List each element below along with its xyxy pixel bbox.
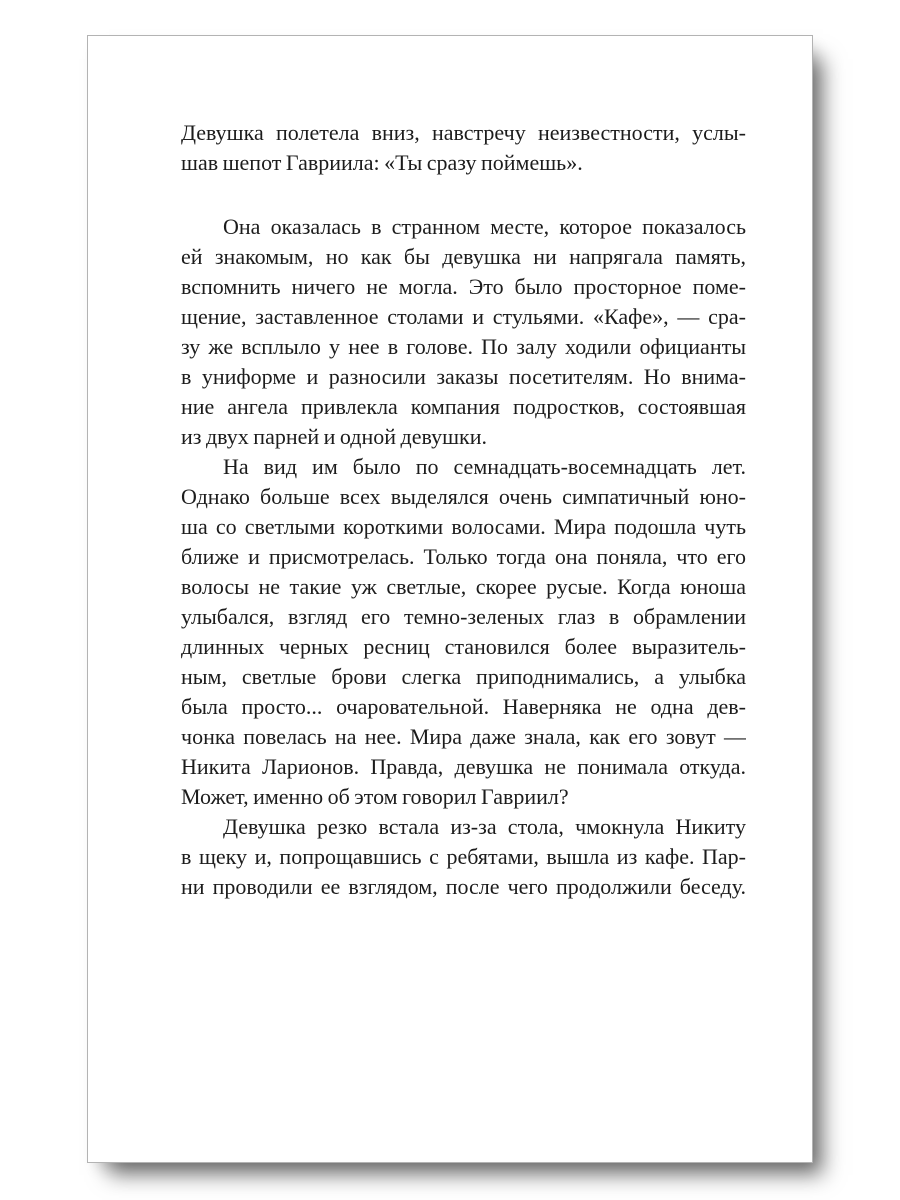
- text-line: ни проводили ее взглядом, после чего продолжили беседу.: [181, 874, 746, 899]
- text-line: шав шепот Гавриила: «Ты сразу поймешь».: [181, 150, 583, 175]
- book-page: [87, 35, 813, 1163]
- text-line: Она оказалась в странном месте, которое показалось: [223, 214, 746, 239]
- text-line: Однако больше всех выделялся очень симпатичный юно-: [181, 484, 746, 509]
- text-line: вспомнить ничего не могла. Это было просторное поме-: [181, 274, 746, 299]
- text-line: волосы не такие уж светлые, скорее русые. Когда юноша: [181, 574, 746, 599]
- text-line: улыбался, взгляд его темно-зеленых глаз в обрамлении: [181, 604, 746, 629]
- text-line: была просто... очаровательной. Наверняка не одна дев-: [181, 694, 746, 719]
- text-line: ние ангела привлекла компания подростков, состоявшая: [181, 394, 746, 419]
- text-line: в униформе и разносили заказы посетителям. Но внима-: [181, 364, 746, 389]
- paragraph: [181, 212, 746, 452]
- text-line: Никита Ларионов. Правда, девушка не понимала откуда.: [181, 754, 746, 779]
- paragraph: [181, 812, 746, 902]
- page-text: [181, 118, 746, 902]
- text-line: длинных черных ресниц становился более выразитель-: [181, 634, 746, 659]
- text-line: Может, именно об этом говорил Гавриил?: [181, 784, 569, 809]
- text-line: щение, заставленное столами и стульями. «Кафе», — сра-: [181, 304, 746, 329]
- text-line: чонка повелась на нее. Мира даже знала, как его зовут —: [181, 724, 746, 749]
- text-line: Девушка полетела вниз, навстречу неизвестности, услы-: [181, 120, 746, 145]
- paragraph: [181, 118, 746, 178]
- text-line: ша со светлыми короткими волосами. Мира подошла чуть: [181, 514, 746, 539]
- text-line: из двух парней и одной девушки.: [181, 424, 488, 449]
- paragraph: [181, 452, 746, 812]
- text-line: ей знакомым, но как бы девушка ни напрягала память,: [181, 244, 746, 269]
- text-line: зу же всплыло у нее в голове. По залу ходили официанты: [181, 334, 746, 359]
- text-line: ным, светлые брови слегка приподнимались, а улыбка: [181, 664, 746, 689]
- text-line: На вид им было по семнадцать-восемнадцать лет.: [223, 454, 746, 479]
- text-line: в щеку и, попрощавшись с ребятами, вышла из кафе. Пар-: [181, 844, 746, 869]
- text-line: ближе и присмотрелась. Только тогда она поняла, что его: [181, 544, 746, 569]
- text-line: Девушка резко встала из-за стола, чмокнула Никиту: [223, 814, 746, 839]
